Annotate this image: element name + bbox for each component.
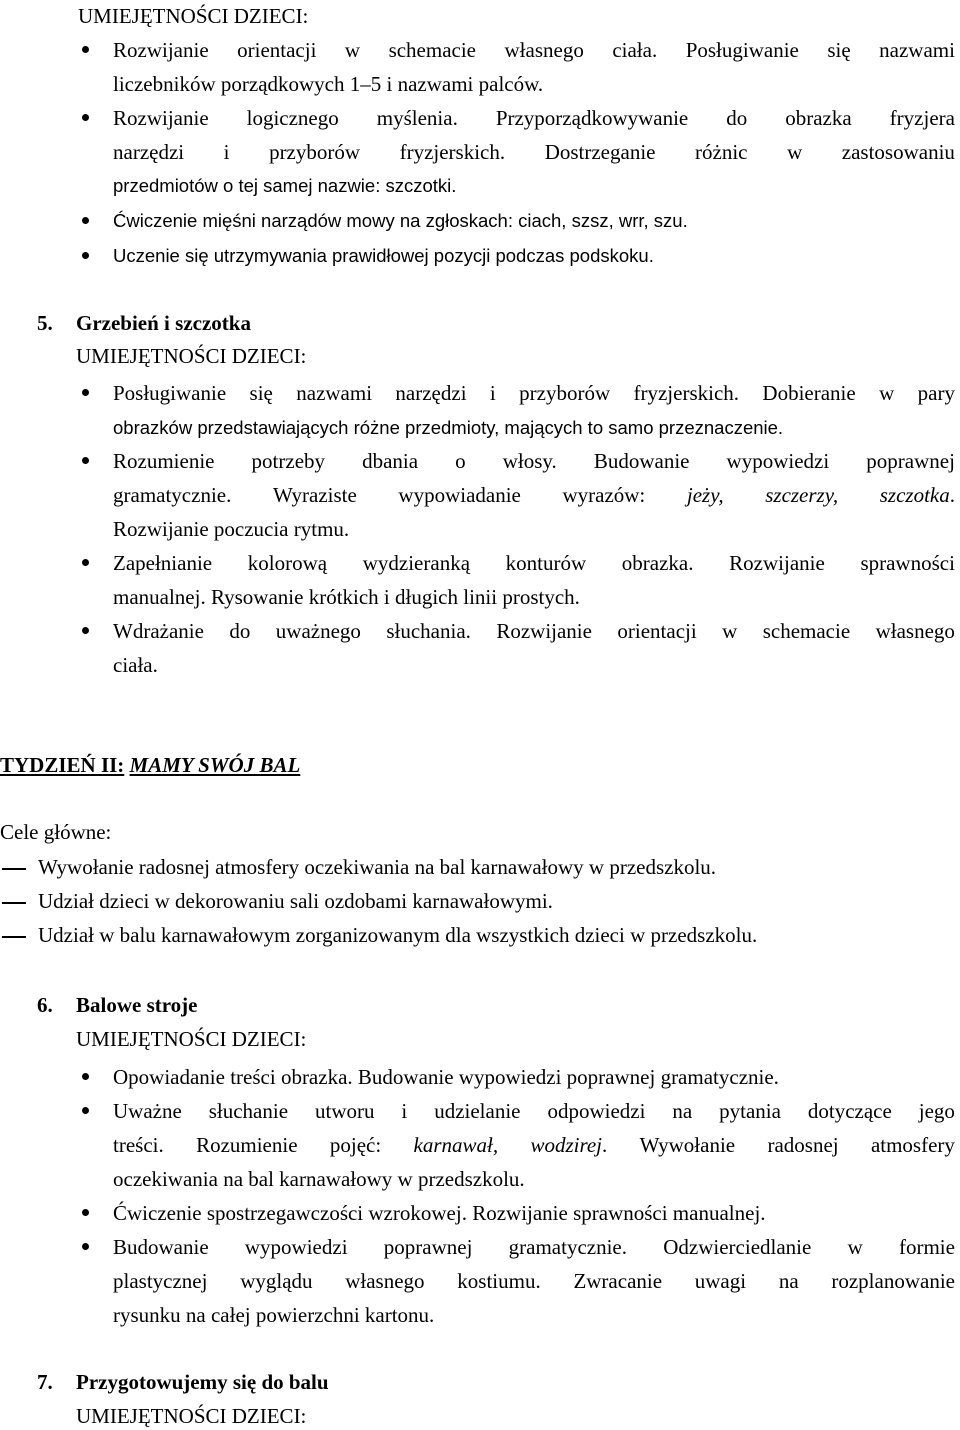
paragraph-line: liczebników porządkowych 1–5 i nazwami palców. xyxy=(113,72,544,96)
word: schemacie xyxy=(388,38,477,62)
word: konturów xyxy=(505,551,587,575)
word: fryzjerskich. xyxy=(633,381,740,405)
word: pary xyxy=(917,381,955,405)
paragraph-line xyxy=(113,1234,955,1260)
word: orientacji xyxy=(617,619,697,643)
word: kostiumu. xyxy=(457,1269,541,1293)
word: Wywołanie xyxy=(639,1133,736,1157)
word: dotyczące xyxy=(807,1099,892,1123)
italic-word: jeży, xyxy=(686,483,724,507)
word: na xyxy=(672,1099,693,1123)
word: własnego xyxy=(345,1269,425,1293)
word: Wdrażanie xyxy=(113,619,204,643)
bullet-icon xyxy=(82,627,89,634)
bullet-icon xyxy=(82,114,89,121)
word: narzędzi xyxy=(113,140,185,164)
word: przyborów xyxy=(519,381,611,405)
word: narzędzi xyxy=(395,381,467,405)
bullet-icon xyxy=(82,1243,89,1250)
word: Odzwierciedlanie xyxy=(663,1235,812,1259)
word: nazwami xyxy=(296,381,373,405)
paragraph-line xyxy=(113,550,955,576)
paragraph-line xyxy=(113,139,955,165)
paragraph-line: obrazków przedstawiających różne przedmioty, mających to samo przeznaczenie. xyxy=(113,417,784,438)
word: obrazka xyxy=(785,106,852,130)
word: dbania xyxy=(362,449,419,473)
paragraph-line: manualnej. Rysowanie krótkich i długich linii prostych. xyxy=(113,585,580,609)
word: i xyxy=(401,1099,408,1123)
word: myślenia. xyxy=(376,106,458,130)
word: poprawnej xyxy=(866,449,955,473)
paragraph-line xyxy=(113,37,955,63)
word: w xyxy=(787,140,803,164)
word: Dobieranie xyxy=(762,381,856,405)
word: gramatycznie. xyxy=(113,483,232,507)
week-label: TYDZIEŃ II: xyxy=(0,753,125,777)
word: w xyxy=(847,1235,863,1259)
word: Posługiwanie xyxy=(113,381,227,405)
word: radosnej xyxy=(767,1133,839,1157)
word: zastosowaniu xyxy=(841,140,955,164)
paragraph-line: Opowiadanie treści obrazka. Budowanie wypowiedzi poprawnej gramatycznie. xyxy=(113,1065,779,1089)
word: na xyxy=(778,1269,799,1293)
paragraph-line: rysunku na całej powierzchni kartonu. xyxy=(113,1303,435,1327)
word: atmosfery xyxy=(870,1133,955,1157)
paragraph-line: Ćwiczenie spostrzegawczości wzrokowej. Rozwijanie sprawności manualnej. xyxy=(113,1201,766,1225)
word: Rozwijanie xyxy=(113,38,209,62)
word: się xyxy=(249,381,273,405)
word: Rozwijanie xyxy=(729,551,825,575)
goal-item: Udział dzieci w dekorowaniu sali ozdobami karnawałowymi. xyxy=(38,889,553,913)
word: ciała. xyxy=(612,38,658,62)
word: orientacji xyxy=(237,38,317,62)
italic-word: karnawał, xyxy=(413,1133,499,1157)
word: do xyxy=(229,619,251,643)
paragraph-line xyxy=(113,105,955,131)
bullet-icon xyxy=(82,1209,89,1216)
skills-label: UMIEJĘTNOŚCI DZIECI: xyxy=(78,4,309,28)
word: wypowiedzi xyxy=(726,449,830,473)
word: do xyxy=(726,106,748,130)
skills-label: UMIEJĘTNOŚCI DZIECI: xyxy=(76,344,307,368)
word: w xyxy=(879,381,895,405)
word: i xyxy=(223,140,230,164)
section-number: 7. xyxy=(37,1370,53,1394)
word: plastycznej xyxy=(113,1269,208,1293)
word: Budowanie xyxy=(113,1235,209,1259)
word: odpowiedzi xyxy=(547,1099,646,1123)
word: wyrazów: xyxy=(562,483,646,507)
word: sprawności xyxy=(860,551,955,575)
section-number: 6. xyxy=(37,993,53,1017)
section-title: Przygotowujemy się do balu xyxy=(76,1370,329,1394)
word: Wyraziste xyxy=(272,483,357,507)
italic-word: szczerzy, xyxy=(765,483,839,507)
word: Dostrzeganie xyxy=(544,140,656,164)
bullet-icon xyxy=(82,1073,89,1080)
word: Zwracanie xyxy=(573,1269,663,1293)
word: w xyxy=(344,38,361,62)
goals-label: Cele główne: xyxy=(0,820,112,844)
word: pytania xyxy=(719,1099,781,1123)
paragraph-line xyxy=(113,380,955,406)
paragraph-line: oczekiwania na bal karnawałowy w przedszkolu. xyxy=(113,1167,525,1191)
word: i xyxy=(489,381,496,405)
section-title: Balowe stroje xyxy=(76,993,198,1017)
word: wypowiadanie xyxy=(398,483,521,507)
skills-label: UMIEJĘTNOŚCI DZIECI: xyxy=(76,1404,307,1428)
goal-item: Udział w balu karnawałowym zorganizowanym dla wszystkich dzieci w przedszkolu. xyxy=(38,923,758,947)
paragraph-line xyxy=(113,618,955,644)
bullet-icon xyxy=(82,252,89,259)
word: różnic xyxy=(695,140,748,164)
bullet-icon xyxy=(82,457,89,464)
bullet-icon xyxy=(82,1107,89,1114)
word: własnego xyxy=(875,619,955,643)
word: Rozumienie xyxy=(196,1133,298,1157)
word: uwagi xyxy=(694,1269,747,1293)
bullet-icon xyxy=(82,46,89,53)
word: fryzjera xyxy=(889,106,955,130)
word: Rozwijanie xyxy=(496,619,592,643)
word: fryzjerskich. xyxy=(399,140,506,164)
word: wydzieranką xyxy=(362,551,471,575)
paragraph-line xyxy=(113,448,955,474)
word: wypowiedzi xyxy=(244,1235,348,1259)
word: w xyxy=(722,619,738,643)
word: Budowanie xyxy=(593,449,690,473)
paragraph-line xyxy=(113,1268,955,1294)
paragraph-line xyxy=(113,482,955,508)
word: kolorową xyxy=(247,551,328,575)
section-number: 5. xyxy=(37,311,53,335)
word: słuchanie xyxy=(208,1099,289,1123)
word: pojęć: xyxy=(329,1133,382,1157)
word: Posługiwanie xyxy=(685,38,799,62)
word: logicznego xyxy=(246,106,339,130)
paragraph-line: Ćwiczenie mięśni narządów mowy na zgłoskach: ciach, szsz, wrr, szu. xyxy=(113,210,688,231)
dash-icon xyxy=(2,936,26,938)
word: poprawnej xyxy=(383,1235,473,1259)
word: rozplanowanie xyxy=(831,1269,955,1293)
word: się xyxy=(827,38,851,62)
word: własnego xyxy=(504,38,584,62)
italic-word-with-dot: szczotka. xyxy=(879,483,955,507)
word: schemacie xyxy=(762,619,851,643)
word: nazwami xyxy=(879,38,955,62)
paragraph-line xyxy=(113,1132,955,1158)
word: o xyxy=(455,449,466,473)
word: Rozwijanie xyxy=(113,106,209,130)
week-heading xyxy=(0,752,300,778)
week-title: MAMY SWÓJ BAL xyxy=(129,753,301,777)
word: udzielanie xyxy=(434,1099,521,1123)
paragraph-line: Rozwijanie poczucia rytmu. xyxy=(113,517,350,541)
word: Przyporządkowywanie xyxy=(495,106,689,130)
dash-icon xyxy=(2,902,26,904)
paragraph-line xyxy=(113,1098,955,1124)
paragraph-line: ciała. xyxy=(113,653,158,677)
word: Uważne xyxy=(113,1099,182,1123)
word: przyborów xyxy=(269,140,361,164)
word: Zapełnianie xyxy=(113,551,213,575)
bullet-icon xyxy=(82,217,89,224)
word: włosy. xyxy=(502,449,557,473)
paragraph-line: Uczenie się utrzymywania prawidłowej pozycji podczas podskoku. xyxy=(113,245,654,266)
paragraph-line: przedmiotów o tej samej nazwie: szczotki. xyxy=(113,175,457,196)
word: Rozumienie xyxy=(113,449,215,473)
word: słuchania. xyxy=(386,619,471,643)
goal-item: Wywołanie radosnej atmosfery oczekiwania na bal karnawałowy w przedszkolu. xyxy=(38,855,717,879)
bullet-icon xyxy=(82,389,89,396)
italic-word-with-dot: wodzirej. xyxy=(530,1133,608,1157)
word: wyglądu xyxy=(240,1269,313,1293)
word: utworu xyxy=(314,1099,375,1123)
section-title: Grzebień i szczotka xyxy=(76,311,251,335)
word: obrazka. xyxy=(621,551,694,575)
word: jego xyxy=(918,1099,955,1123)
word: formie xyxy=(898,1235,955,1259)
dash-icon xyxy=(2,868,26,870)
word: treści. xyxy=(113,1133,164,1157)
skills-label: UMIEJĘTNOŚCI DZIECI: xyxy=(76,1027,307,1051)
word: uważnego xyxy=(275,619,361,643)
word: potrzeby xyxy=(251,449,326,473)
bullet-icon xyxy=(82,559,89,566)
word: gramatycznie. xyxy=(508,1235,628,1259)
